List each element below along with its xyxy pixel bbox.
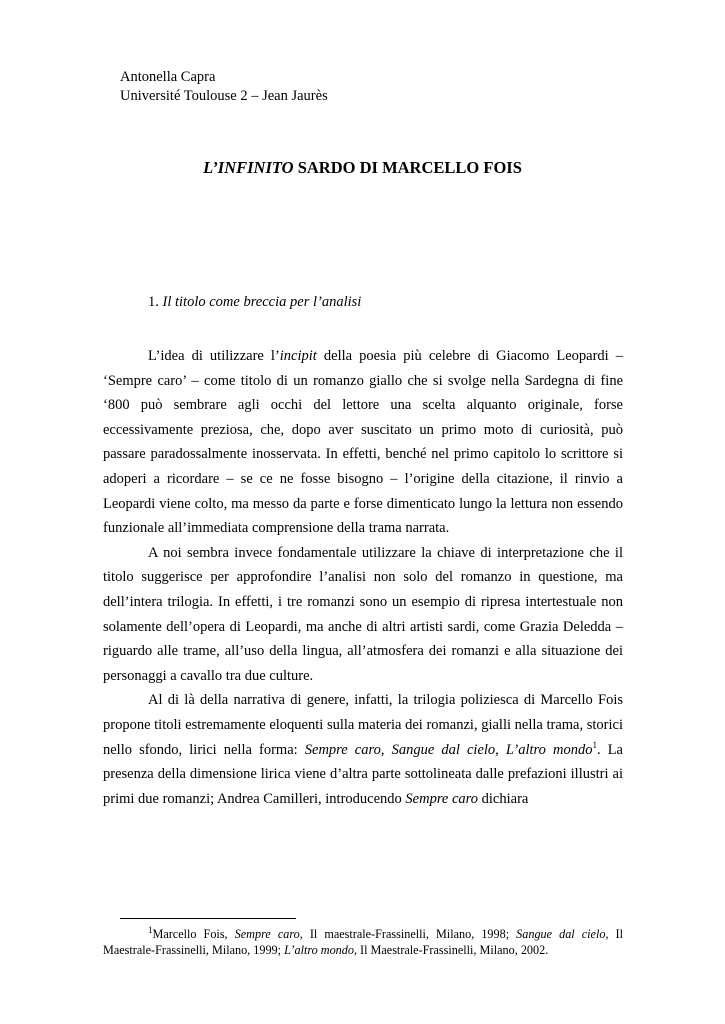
paragraph-3-sep-1: , xyxy=(380,741,392,758)
author-name: Antonella Capra xyxy=(120,69,216,85)
paragraph-1-part-a: L’idea di utilizzare l’ xyxy=(148,348,280,364)
author-block xyxy=(120,68,328,106)
footnote-title-1: Sempre caro xyxy=(234,927,300,941)
title-rest: SARDO DI MARCELLO FOIS xyxy=(293,158,522,177)
document-title xyxy=(0,158,725,178)
paragraph-3-title-3: L’altro mondo xyxy=(505,741,593,758)
paragraph-3-title-2: Sangue dal cielo xyxy=(391,741,496,758)
footnote-text xyxy=(103,926,623,958)
section-number: 1. xyxy=(148,294,163,310)
paragraph-2: A noi sembra invece fondamentale utilizzare la chiave di interpretazione che il titolo suggerisce per approfondire l’analisi non solo del romanzo in questione, ma dell’intera trilogia. In effetti, i tre romanzi sono un esempio di ripresa intertestuale non solamente dell’opera di Leopardi, ma anche di altri artisti sardi, come Grazia Deledda – riguardo alle trame, all’uso della lingua, all’atmosfera dei romanzi e alla situazione dei personaggi a cavallo tra due culture. xyxy=(103,544,623,684)
footnote-title-3: L’altro mondo xyxy=(284,943,354,957)
paragraph-3 xyxy=(103,688,623,811)
paragraph-3-title-4: Sempre caro xyxy=(405,790,479,807)
section-heading xyxy=(148,294,361,311)
paragraph-3-part-c: dichiara xyxy=(478,790,529,807)
footnote-marker: 1 xyxy=(148,924,153,935)
footnote-part-b: , Il maestrale-Frassinelli, Milano, 1998; xyxy=(299,927,517,941)
author-affiliation: Université Toulouse 2 – Jean Jaurès xyxy=(120,88,328,104)
paragraph-3-part-b: . La presenza della dimensione lirica viene d’altra parte sottolineata dalle prefazioni illustri ai primi due romanzi; Andrea Camilleri, introducendo xyxy=(103,741,623,807)
footnote-part-d: , Il Maestrale-Frassinelli, Milano, 2002. xyxy=(353,943,549,957)
paragraph-1 xyxy=(103,344,623,541)
footnote-title-2: Sangue dal cielo xyxy=(516,927,606,941)
footnote-part-c: , Il Maestrale-Frassinelli, Milano, 1999; xyxy=(103,927,623,957)
footnote xyxy=(103,926,623,958)
paragraph-3-title-1: Sempre caro xyxy=(304,741,381,758)
paragraph-1-incipit: incipit xyxy=(279,348,317,364)
section-heading-text: Il titolo come breccia per l’analisi xyxy=(162,294,362,310)
footnote-part-a: Marcello Fois, xyxy=(152,927,235,941)
paragraph-3-sep-2: , xyxy=(495,741,506,758)
footnote-separator xyxy=(120,918,296,919)
paragraph-3-part-a: Al di là della narrativa di genere, infatti, la trilogia poliziesca di Marcello Fois propone titoli estremamente eloquenti sulla materia dei romanzi, gialli nella trama, storici nello sfondo, lirici nella forma: xyxy=(103,692,623,758)
title-italic-part: L’INFINITO xyxy=(203,158,294,177)
body-text xyxy=(103,344,623,811)
footnote-reference[interactable]: 1 xyxy=(592,739,597,750)
paragraph-1-part-c: della poesia più celebre di Giacomo Leopardi – ‘Sempre caro’ – come titolo di un romanzo giallo che si svolge nella Sardegna di fine ‘800 può sembrare agli occhi del lettore una scelta alquanto originale, forse eccessivamente preziosa, che, dopo aver suscitato un primo moto di curiosità, può passare paradossalmente inosservata. In effetti, benché nel primo capitolo lo scrittore si adoperi a ricordare – se ce ne fosse bisogno – l’origine della citazione, il rinvio a Leopardi viene colto, ma messo da parte e forse dimenticato lungo la lettura non essendo funzionale all’immediata comprensione della trama narrata. xyxy=(103,348,623,537)
